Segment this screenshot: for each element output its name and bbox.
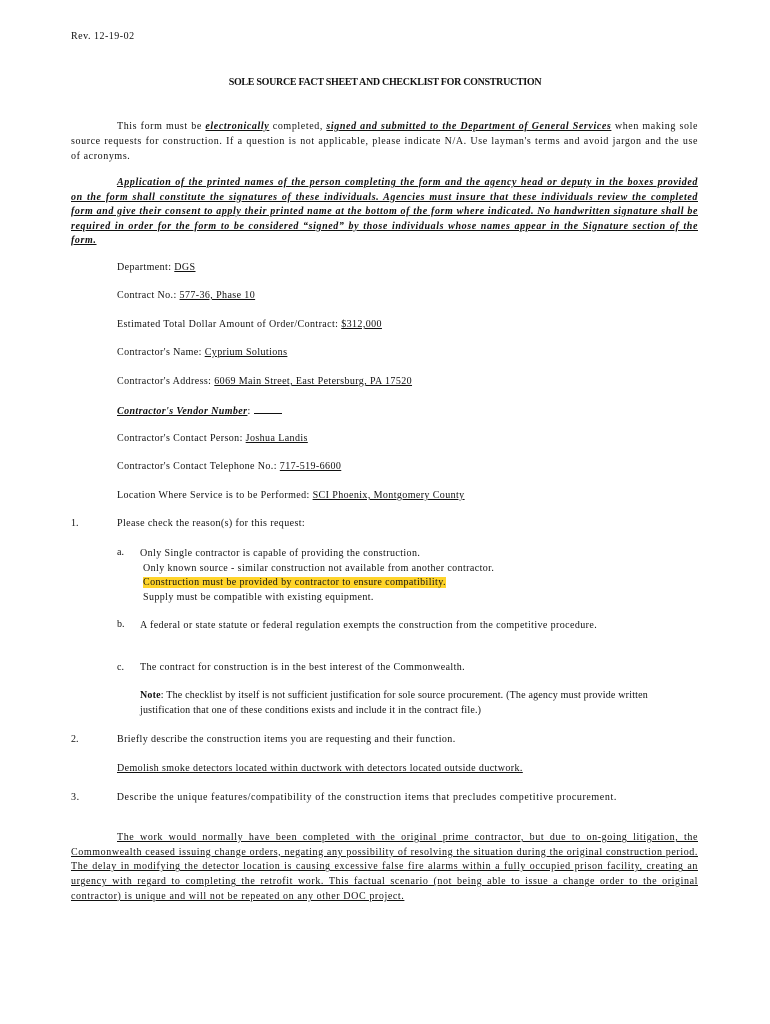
contract-line (117, 290, 255, 301)
contract-label: Contract No.: (117, 290, 180, 301)
q1-a-line3-highlight: Construction must be provided by contractor to ensure compatibility. (143, 577, 446, 588)
vendor-number-colon: : (247, 406, 251, 417)
signature-paragraph (71, 176, 698, 249)
q3-answer-text: The work would normally have been completed with the original prime contractor, but due to on-going litigation, the Commonwealth ceased issuing change orders, negating any possibility of resolving the situation during the original construction period. The delay in modifying the detector location is causing excessive false fire alarms within a fully occupied prison facility, creating an urgency with regard to completing the retrofit work. This factual scenario (not being able to issue a change order to the original contractor) is unique and will not be repeated on any other DOC project. (71, 832, 698, 902)
q1-note (140, 689, 698, 718)
contact-person-line (117, 433, 308, 444)
signature-text: Application of the printed names of the person completing the form and the agency head or deputy in the boxes provided on the form shall constitute the signatures of these individuals. Agencies must insure that these individuals review the completed form and give their consent to apply their printed name at the bottom of the form where indicated. No handwritten signature shall be required in order for the form to be considered “signed” by those individuals whose names appear in the Signature section of the form. (71, 177, 698, 246)
q1-b-letter: b. (117, 619, 125, 630)
vendor-number-blank (254, 404, 282, 414)
q3-text: Describe the unique features/compatibility of the construction items that precludes competitive procurement. (116, 792, 617, 803)
q2-answer: Demolish smoke detectors located within ductwork with detectors located outside ductwork. (117, 763, 523, 774)
q3-answer (71, 831, 698, 905)
location-value: SCI Phoenix, Montgomery County (312, 490, 465, 501)
department-line (117, 262, 196, 273)
intro-text-mid: completed, (269, 121, 327, 132)
amount-line (117, 319, 382, 330)
location-label: Location Where Service is to be Performed: (117, 490, 313, 501)
contact-person-value: Joshua Landis (245, 433, 308, 444)
q1-b-text: A federal or state statute or federal regulation exempts the construction from the competitive procedure. (140, 620, 598, 631)
q1-a-letter: a. (117, 547, 124, 558)
contractor-name-label: Contractor's Name: (117, 347, 205, 358)
contact-phone-line (117, 461, 341, 472)
vendor-number-line (117, 404, 282, 417)
q1-a-line1: Only Single contractor is capable of providing the construction. (140, 548, 421, 559)
q1-a-block (140, 547, 494, 605)
revision-label: Rev. 12-19-02 (71, 31, 135, 42)
contractor-name-value: Cyprium Solutions (204, 347, 288, 358)
intro-signed: signed and submitted to the Department of General Services (326, 121, 612, 132)
note-label: Note (140, 690, 161, 701)
amount-value: $312,000 (341, 319, 382, 330)
q1-text: Please check the reason(s) for this request: (117, 518, 306, 529)
intro-text-end: when making sole source requests for construction. If a question is not applicable, please indicate N/A. Use layman's terms and avoid jargon and the use of acronyms. (71, 121, 698, 162)
q1-c-text: The contract for construction is in the best interest of the Commonwealth. (140, 662, 466, 673)
contractor-address-label: Contractor's Address: (117, 376, 215, 387)
contact-phone-label: Contractor's Contact Telephone No.: (117, 461, 280, 472)
location-line (117, 490, 465, 501)
intro-electronic: electronically (205, 121, 270, 132)
intro-text-start: This form must be (117, 121, 206, 132)
vendor-number-label: Contractor's Vendor Number (117, 406, 248, 417)
q2-number: 2. (71, 734, 79, 745)
q3-number: 3. (71, 792, 80, 803)
q1-c-letter: c. (117, 662, 124, 673)
contract-value: 577-36, Phase 10 (179, 290, 256, 301)
q1-a-line2: Only known source - similar construction not available from another contractor. (143, 562, 495, 574)
q2-text: Briefly describe the construction items you are requesting and their function. (117, 734, 456, 745)
department-label: Department: (117, 262, 175, 273)
intro-paragraph (71, 119, 698, 164)
note-text: : The checklist by itself is not sufficient justification for sole source procurement. (The agency must provide written justification that one of these conditions exists and include it in the contract file.) (140, 690, 648, 716)
contractor-address-value: 6069 Main Street, East Petersburg, PA 17520 (214, 376, 413, 387)
page-title: SOLE SOURCE FACT SHEET AND CHECKLIST FOR CONSTRUCTION (228, 77, 542, 88)
q1-a-line4: Supply must be compatible with existing equipment. (143, 591, 374, 603)
amount-label: Estimated Total Dollar Amount of Order/Contract: (117, 319, 342, 330)
contact-phone-value: 717-519-6600 (279, 461, 342, 472)
contractor-address-line (117, 376, 412, 387)
contact-person-label: Contractor's Contact Person: (117, 433, 246, 444)
q1-number: 1. (71, 518, 79, 529)
q3-paragraph (71, 790, 698, 805)
contractor-name-line (117, 347, 287, 358)
department-value: DGS (174, 262, 196, 273)
